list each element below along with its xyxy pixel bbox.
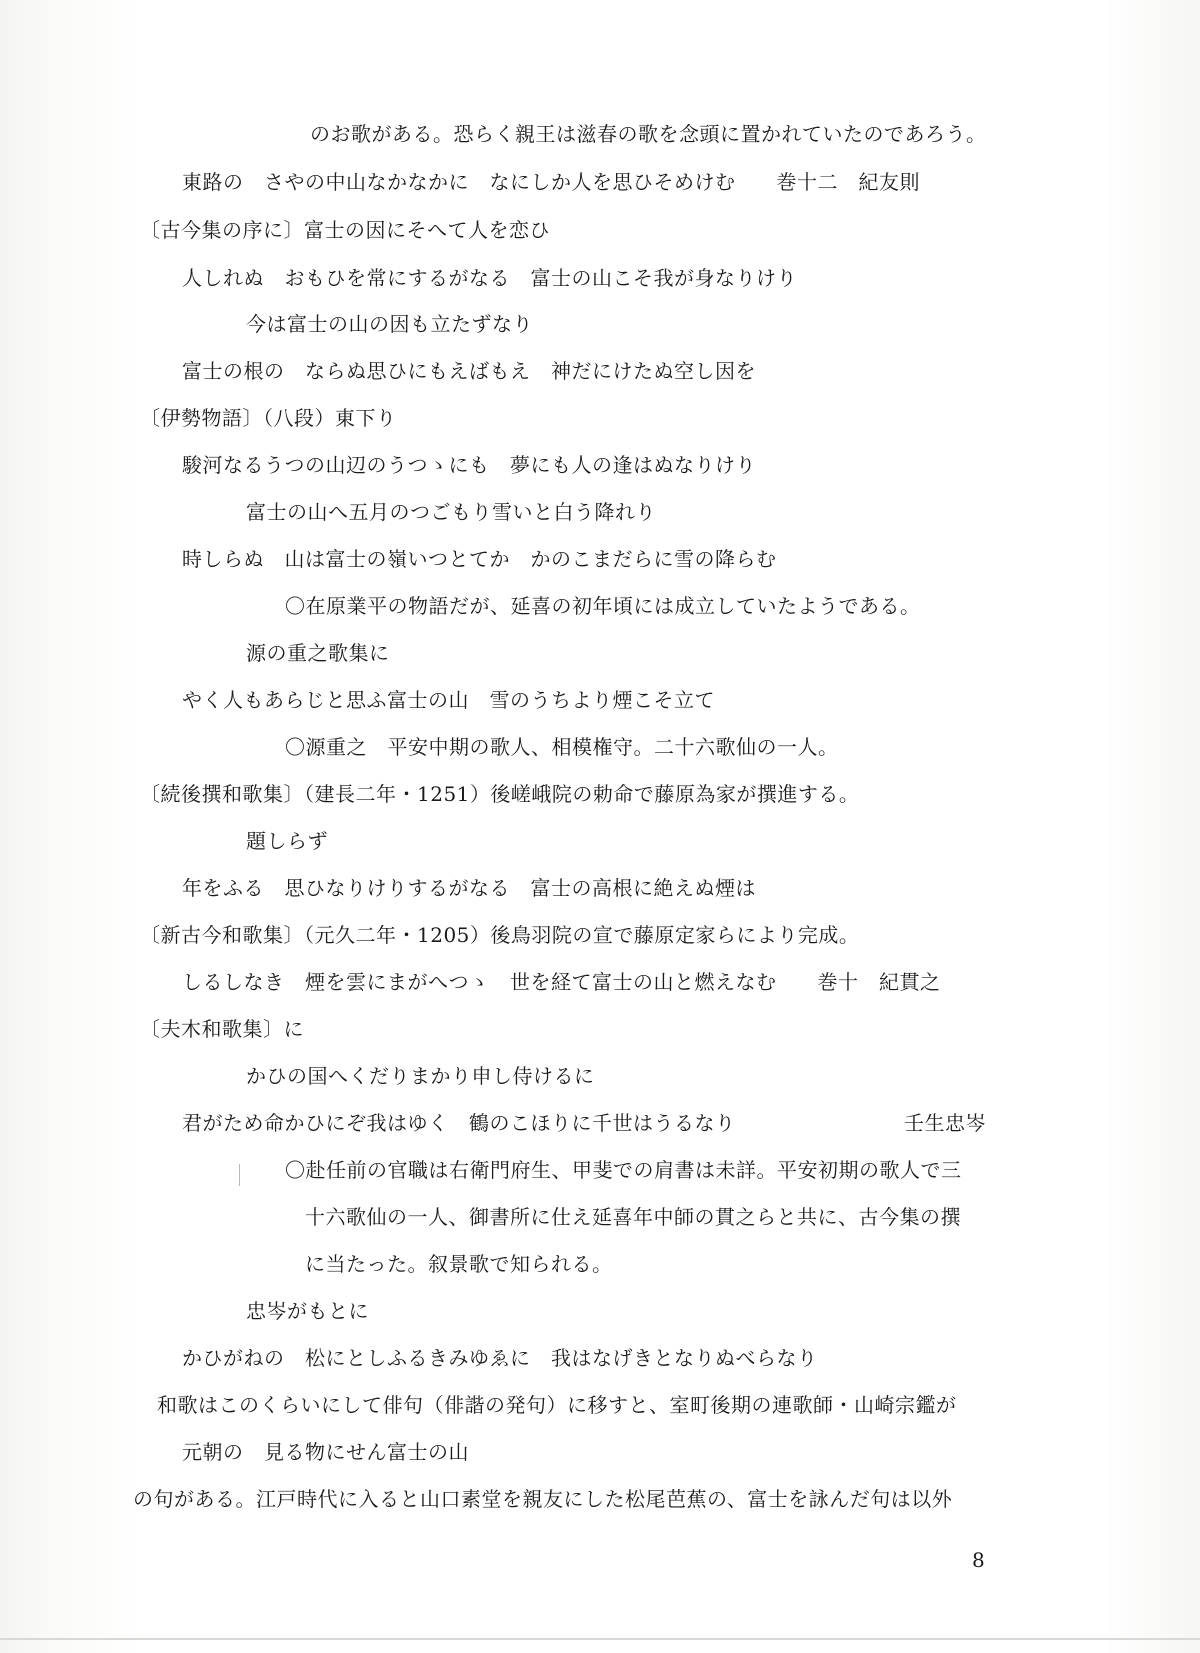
commentary-line: 〇赴任前の官職は右衛門府生、甲斐での肩書は未詳。平安初期の歌人で三 xyxy=(285,1158,962,1182)
poem-line: かひがねの 松にとしふるきみゆゑに 我はなげきとなりぬべらなり xyxy=(182,1346,818,1370)
source-heading: 〔伊勢物語〕（八段）東下り xyxy=(140,406,397,430)
source-heading: 〔新古今和歌集〕（元久二年・1205）後鳥羽院の宣で藤原定家らにより完成。 xyxy=(140,923,860,947)
poem-line: 君がため命かひにぞ我はゆく 鶴のこほりに千世はうるなり xyxy=(182,1111,736,1135)
source-heading: 〔夫木和歌集〕に xyxy=(140,1017,304,1041)
poem-line: 人しれぬ おもひを常にするがなる 富士の山こそ我が身なりけり xyxy=(182,266,797,290)
poem-line: 東路の さやの中山なかなかに なにしか人を思ひそめけむ 巻十二 紀友則 xyxy=(182,170,920,194)
text-line: の句がある。江戸時代に入ると山口素堂を親友にした松尾芭蕉の、富士を詠んだ句は以外 xyxy=(133,1487,953,1511)
commentary-line: 十六歌仙の一人、御書所に仕え延喜年中師の貫之らと共に、古今集の撰 xyxy=(305,1205,961,1229)
poem-preface: 題しらず xyxy=(246,829,328,853)
commentary-line: 〇在原業平の物語だが、延喜の初年頃には成立していたようである。 xyxy=(285,594,921,618)
poem-line: 駿河なるうつの山辺のうつゝにも 夢にも人の逢はぬなりけり xyxy=(182,453,756,477)
poem-line: 年をふる 思ひなりけりするがなる 富士の高根に絶えぬ煙は xyxy=(182,876,756,900)
text-line: のお歌がある。恐らく親王は滋春の歌を念頭に置かれていたのであろう。 xyxy=(310,122,987,146)
haiku-line: 元朝の 見る物にせん富士の山 xyxy=(182,1440,469,1464)
source-heading: 〔古今集の序に〕富士の因にそへて人を恋ひ xyxy=(140,218,550,242)
commentary-line: に当たった。叙景歌で知られる。 xyxy=(305,1252,613,1276)
poem-preface: 源の重之歌集に xyxy=(246,641,390,665)
scan-edge xyxy=(0,1638,1200,1640)
source-heading: 〔続後撰和歌集〕（建長二年・1251）後嵯峨院の勅命で藤原為家が撰進する。 xyxy=(140,782,860,806)
poem-preface: 富士の山へ五月のつごもり雪いと白う降れり xyxy=(246,500,656,524)
poem-line: 富士の根の ならぬ思ひにもえばもえ 神だにけたぬ空し因を xyxy=(182,359,756,383)
poem-line: やく人もあらじと思ふ富士の山 雪のうちより煙こそ立て xyxy=(182,688,715,712)
margin-mark xyxy=(239,1164,240,1186)
commentary-line: 〇源重之 平安中期の歌人、相模権守。二十六歌仙の一人。 xyxy=(285,735,839,759)
text-line: 和歌はこのくらいにして俳句（俳諧の発句）に移すと、室町後期の連歌師・山崎宗鑑が xyxy=(157,1393,957,1417)
poem-line: しるしなき 煙を雲にまがへつゝ 世を経て富士の山と燃えなむ 巻十 紀貫之 xyxy=(182,970,941,994)
poem-preface: かひの国へくだりまかり申し侍けるに xyxy=(246,1064,595,1088)
page-number: 8 xyxy=(972,1548,985,1572)
poem-preface: 忠岑がもとに xyxy=(246,1299,369,1323)
poem-preface: 今は富士の山の因も立たずなり xyxy=(246,312,533,336)
poet-name: 壬生忠岑 xyxy=(904,1111,986,1135)
poem-line: 時しらぬ 山は富士の嶺いつとてか かのこまだらに雪の降らむ xyxy=(182,547,777,571)
